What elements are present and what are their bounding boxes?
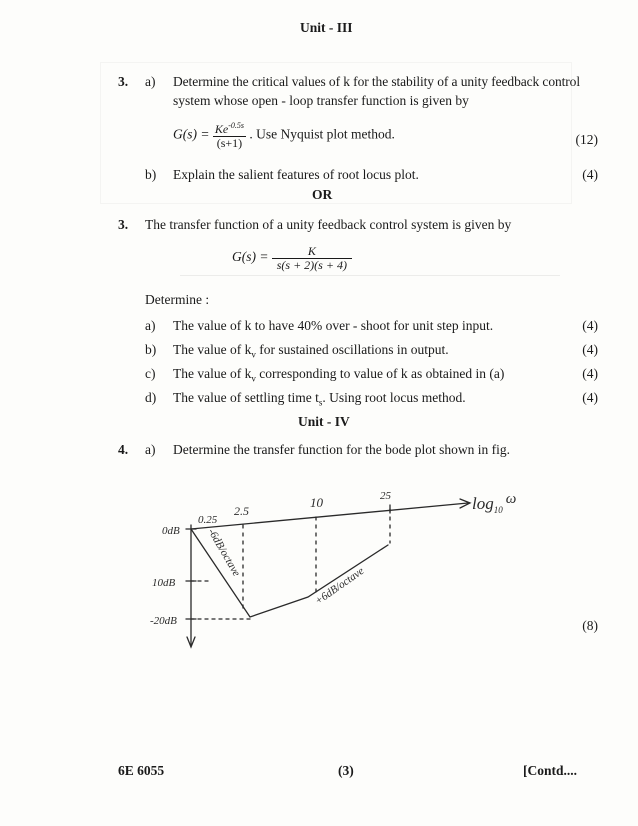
q3-number: 3. <box>118 74 129 89</box>
part-d-text <box>173 390 466 408</box>
q3a-g-lhs: G(s) = <box>173 126 210 142</box>
bleed-through <box>180 275 560 346</box>
q3a-label: a) <box>145 74 156 89</box>
q3a-marks: (12) <box>575 132 598 147</box>
part-d-label: d) <box>145 390 157 405</box>
q3-alt-g-den: s(s + 2)(s + 4) <box>276 257 347 272</box>
part-a-label: a) <box>145 318 156 333</box>
part-d-pre: The value of settling time t <box>173 390 319 405</box>
part-d-post: . Using root locus method. <box>322 390 466 405</box>
part-a-marks: (4) <box>582 318 598 333</box>
q3-alt-g-lhs: G(s) = <box>232 249 269 265</box>
determine-label: Determine : <box>145 292 210 307</box>
part-d-sub: s <box>318 397 323 408</box>
part-b-sub: v <box>251 349 256 360</box>
q3-alt-intro: The transfer function of a unity feedback control system is given by <box>145 217 512 232</box>
x-tick-10: 10 <box>310 495 323 510</box>
q4a-marks: (8) <box>582 618 598 633</box>
part-c-post: corresponding to value of k as obtained in (a) <box>255 366 505 381</box>
q4a-label: a) <box>145 442 156 457</box>
q3b-marks: (4) <box>582 167 598 182</box>
slope-up-label: +6dB/octave <box>312 564 367 608</box>
part-c-sub: v <box>251 373 256 384</box>
q3a-g-den: (s+1) <box>216 135 243 150</box>
part-a-text: The value of k to have 40% over - shoot for unit step input. <box>173 318 494 333</box>
q4a-text: Determine the transfer function for the bode plot shown in fig. <box>173 442 511 457</box>
footer-contd: [Contd.... <box>523 763 578 778</box>
q3a-line1: Determine the critical values of k for the stability of a unity feedback control <box>173 74 580 89</box>
unit3-heading: Unit - III <box>300 20 353 35</box>
footer-code: 6E 6055 <box>118 763 165 778</box>
part-b-pre: The value of k <box>173 342 252 357</box>
q3-alt-g-num: K <box>272 245 352 259</box>
q4-number: 4. <box>118 442 129 457</box>
part-b-post: for sustained oscillations in output. <box>255 342 449 357</box>
q3b-text: Explain the salient features of root locus plot. <box>173 167 419 182</box>
q3-alt-number: 3. <box>118 217 129 232</box>
y-tick-0db: 0dB <box>162 525 180 537</box>
q3-alt-fraction <box>272 245 352 271</box>
bode-plot-sketch <box>150 485 530 660</box>
q3a-fraction <box>213 122 246 149</box>
part-c-pre: The value of k <box>173 366 252 381</box>
part-c-marks: (4) <box>582 366 598 381</box>
q3a-formula <box>173 122 395 149</box>
slope-down-label: -6dB/octave <box>205 526 243 579</box>
x-tick-0-25: 0.25 <box>198 514 218 526</box>
footer-page: (3) <box>338 763 354 778</box>
axis-log-label: $\log_{10}\omega$ <box>472 491 517 515</box>
y-tick-20db: -20dB <box>150 615 177 627</box>
unit4-heading: Unit - IV <box>298 414 350 429</box>
q3-alt-formula <box>232 245 352 271</box>
q3a-g-num-sup: -0.5s <box>228 121 244 130</box>
q3b-label: b) <box>145 167 157 182</box>
x-axis <box>191 503 468 529</box>
part-c-text <box>173 366 504 384</box>
part-b-text <box>173 342 449 360</box>
part-d-marks: (4) <box>582 390 598 405</box>
x-tick-25: 25 <box>380 490 391 502</box>
q3a-method: . Use Nyquist plot method. <box>249 126 395 142</box>
q3a-line2: system whose open - loop transfer function is given by <box>173 93 469 108</box>
y-tick-10db: 10dB <box>152 577 176 589</box>
or-divider: OR <box>312 187 333 202</box>
x-tick-2-5: 2.5 <box>234 504 249 518</box>
part-b-marks: (4) <box>582 342 598 357</box>
part-b-label: b) <box>145 342 157 357</box>
q3a-g-num: Ke <box>214 122 229 136</box>
part-c-label: c) <box>145 366 156 381</box>
